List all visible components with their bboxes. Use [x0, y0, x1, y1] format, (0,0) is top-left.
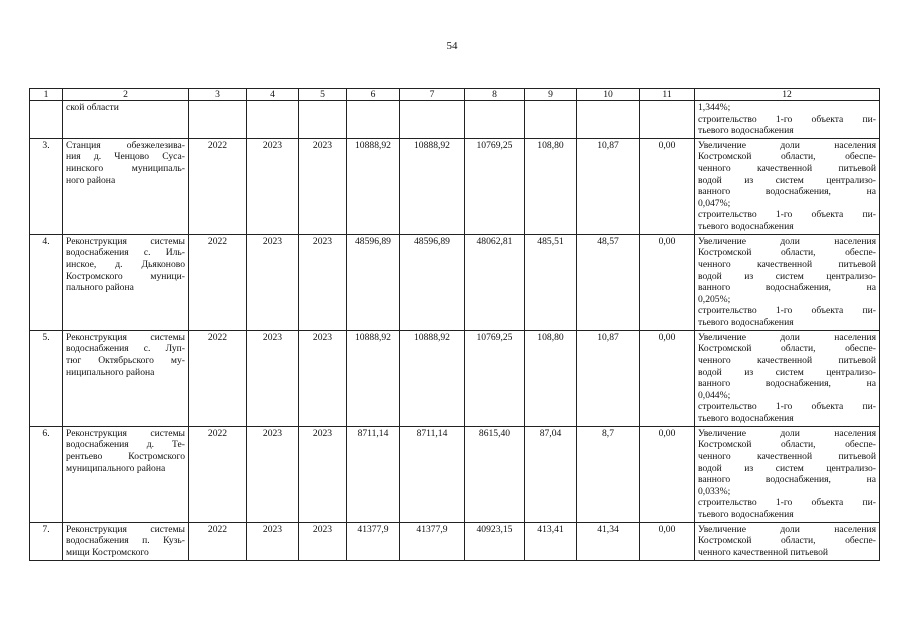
result-line: строительство 1-го объекта пи- — [698, 113, 876, 125]
value-cell-c7: 10888,92 — [400, 138, 465, 234]
value-cell-c4: 2023 — [247, 138, 299, 234]
row-number-cell — [30, 101, 63, 139]
result-line: водой из систем централизо- — [698, 462, 876, 474]
project-name-cell — [63, 234, 189, 330]
header-cell: 3 — [189, 89, 247, 101]
value-cell-c10: 10,87 — [577, 138, 640, 234]
result-line: Костромской области, обеспе- — [698, 343, 876, 355]
result-line: Костромской области, обеспе- — [698, 151, 876, 163]
result-cell — [695, 426, 880, 522]
value-cell-c4: 2023 — [247, 522, 299, 560]
result-line: строительство 1-го объекта пи- — [698, 401, 876, 413]
value-cell-c5 — [299, 101, 347, 139]
project-name-line: пального района — [66, 282, 134, 294]
result-line: тьевого водоснабжения — [698, 508, 794, 520]
project-name-line: рентьево Костромского — [66, 450, 185, 462]
project-name-line: муниципального района — [66, 462, 166, 474]
header-cell: 8 — [465, 89, 525, 101]
project-name-line: Реконструкция системы — [66, 235, 185, 247]
table-body — [30, 89, 880, 561]
result-line: ченного качественной питьевой — [698, 258, 876, 270]
value-cell-c10: 8,7 — [577, 426, 640, 522]
result-line: тьевого водоснабжения — [698, 220, 794, 232]
value-cell-c6: 41377,9 — [347, 522, 400, 560]
result-line: 0,047%; — [698, 197, 731, 209]
value-cell-c10: 48,57 — [577, 234, 640, 330]
result-line: Костромской области, обеспе- — [698, 535, 876, 547]
value-cell-c9: 485,51 — [525, 234, 577, 330]
result-line: водой из систем централизо- — [698, 366, 876, 378]
value-cell-c9: 108,80 — [525, 138, 577, 234]
result-line: строительство 1-го объекта пи- — [698, 497, 876, 509]
header-cell: 1 — [30, 89, 63, 101]
result-line: Увеличение доли населения — [698, 139, 876, 151]
table-row — [30, 330, 880, 426]
value-cell-c5: 2023 — [299, 426, 347, 522]
result-line: 0,205%; — [698, 293, 731, 305]
value-cell-c5: 2023 — [299, 330, 347, 426]
project-name-line: водоснабжения с. Луп- — [66, 343, 185, 355]
project-name-cell — [63, 101, 189, 139]
value-cell-c10: 41,34 — [577, 522, 640, 560]
result-line: 1,344%; — [698, 102, 731, 113]
value-cell-c8: 8615,40 — [465, 426, 525, 522]
header-cell: 11 — [640, 89, 695, 101]
result-line: 0,033%; — [698, 485, 731, 497]
value-cell-c6: 8711,14 — [347, 426, 400, 522]
header-cell: 6 — [347, 89, 400, 101]
result-cell — [695, 101, 880, 139]
row-number-cell: 5. — [30, 330, 63, 426]
table-header-row — [30, 89, 880, 101]
result-line: тьевого водоснабжения — [698, 412, 794, 424]
value-cell-c6 — [347, 101, 400, 139]
result-line: ченного качественной питьевой — [698, 162, 876, 174]
header-cell: 5 — [299, 89, 347, 101]
result-line: строительство 1-го объекта пи- — [698, 209, 876, 221]
result-line: 0,044%; — [698, 389, 731, 401]
result-line: ванного водоснабжения, на — [698, 378, 876, 390]
result-line: ванного водоснабжения, на — [698, 474, 876, 486]
result-cell — [695, 234, 880, 330]
table-row — [30, 426, 880, 522]
result-cell — [695, 522, 880, 560]
value-cell-c5: 2023 — [299, 522, 347, 560]
page-number: 54 — [446, 40, 458, 52]
project-name-line: ниципального района — [66, 366, 155, 378]
table-row — [30, 138, 880, 234]
result-cell — [695, 330, 880, 426]
value-cell-c9: 108,80 — [525, 330, 577, 426]
result-cell — [695, 138, 880, 234]
project-name-cell — [63, 138, 189, 234]
value-cell-c4 — [247, 101, 299, 139]
project-name-line: ской области — [66, 102, 119, 113]
value-cell-c3: 2022 — [189, 426, 247, 522]
result-line: тьевого водоснабжения — [698, 316, 794, 328]
value-cell-c7: 8711,14 — [400, 426, 465, 522]
value-cell-c3: 2022 — [189, 522, 247, 560]
result-line: ванного водоснабжения, на — [698, 186, 876, 198]
value-cell-c3: 2022 — [189, 330, 247, 426]
data-table — [29, 88, 880, 561]
value-cell-c11 — [640, 101, 695, 139]
value-cell-c11: 0,00 — [640, 522, 695, 560]
value-cell-c5: 2023 — [299, 138, 347, 234]
result-line: Увеличение доли населения — [698, 235, 876, 247]
value-cell-c11: 0,00 — [640, 330, 695, 426]
project-name-line: ного района — [66, 174, 116, 186]
project-name-line: Станция обезжелезива- — [66, 139, 185, 151]
project-name-line: водоснабжения с. Иль- — [66, 247, 185, 259]
header-cell: 10 — [577, 89, 640, 101]
project-name-line: водоснабжения п. Кузь- — [66, 535, 185, 547]
value-cell-c4: 2023 — [247, 426, 299, 522]
value-cell-c7: 10888,92 — [400, 330, 465, 426]
table-row — [30, 101, 880, 139]
header-cell: 2 — [63, 89, 189, 101]
result-line: ченного качественной питьевой — [698, 546, 829, 558]
value-cell-c6: 48596,89 — [347, 234, 400, 330]
result-line: ченного качественной питьевой — [698, 354, 876, 366]
table-row — [30, 234, 880, 330]
result-line: водой из систем централизо- — [698, 174, 876, 186]
value-cell-c8 — [465, 101, 525, 139]
row-number-cell: 7. — [30, 522, 63, 560]
project-name-line: Реконструкция системы — [66, 523, 185, 535]
project-name-line: Костромского муници- — [66, 270, 185, 282]
value-cell-c3: 2022 — [189, 234, 247, 330]
value-cell-c11: 0,00 — [640, 426, 695, 522]
value-cell-c10 — [577, 101, 640, 139]
result-line: Костромской области, обеспе- — [698, 439, 876, 451]
value-cell-c6: 10888,92 — [347, 330, 400, 426]
project-name-line: тюг Октябрьского му- — [66, 354, 185, 366]
value-cell-c4: 2023 — [247, 330, 299, 426]
value-cell-c5: 2023 — [299, 234, 347, 330]
project-name-line: инское, д. Дьяконово — [66, 258, 185, 270]
value-cell-c8: 10769,25 — [465, 138, 525, 234]
project-name-line: ния д. Ченцово Суса- — [66, 151, 185, 163]
value-cell-c8: 40923,15 — [465, 522, 525, 560]
value-cell-c9: 87,04 — [525, 426, 577, 522]
project-name-line: Реконструкция системы — [66, 427, 185, 439]
header-cell: 12 — [695, 89, 880, 101]
value-cell-c7 — [400, 101, 465, 139]
project-name-cell — [63, 330, 189, 426]
header-cell: 4 — [247, 89, 299, 101]
project-name-cell — [63, 522, 189, 560]
row-number-cell: 3. — [30, 138, 63, 234]
value-cell-c7: 48596,89 — [400, 234, 465, 330]
result-line: тьевого водоснабжения — [698, 125, 794, 137]
value-cell-c3: 2022 — [189, 138, 247, 234]
row-number-cell: 6. — [30, 426, 63, 522]
value-cell-c11: 0,00 — [640, 234, 695, 330]
project-name-line: водоснабжения д. Те- — [66, 439, 185, 451]
result-line: Увеличение доли населения — [698, 427, 876, 439]
result-line: строительство 1-го объекта пи- — [698, 305, 876, 317]
project-name-cell — [63, 426, 189, 522]
value-cell-c11: 0,00 — [640, 138, 695, 234]
value-cell-c10: 10,87 — [577, 330, 640, 426]
value-cell-c8: 48062,81 — [465, 234, 525, 330]
result-line: Увеличение доли населения — [698, 331, 876, 343]
result-line: ченного качественной питьевой — [698, 450, 876, 462]
value-cell-c9: 413,41 — [525, 522, 577, 560]
table-row — [30, 522, 880, 560]
value-cell-c7: 41377,9 — [400, 522, 465, 560]
value-cell-c4: 2023 — [247, 234, 299, 330]
value-cell-c8: 10769,25 — [465, 330, 525, 426]
header-cell: 9 — [525, 89, 577, 101]
value-cell-c3 — [189, 101, 247, 139]
result-line: водой из систем централизо- — [698, 270, 876, 282]
result-line: Увеличение доли населения — [698, 523, 876, 535]
project-name-line: нинского муниципаль- — [66, 162, 185, 174]
result-line: ванного водоснабжения, на — [698, 282, 876, 294]
header-cell: 7 — [400, 89, 465, 101]
project-name-line: Реконструкция системы — [66, 331, 185, 343]
value-cell-c9 — [525, 101, 577, 139]
value-cell-c6: 10888,92 — [347, 138, 400, 234]
project-name-line: мищи Костромского — [66, 546, 149, 558]
result-line: Костромской области, обеспе- — [698, 247, 876, 259]
row-number-cell: 4. — [30, 234, 63, 330]
